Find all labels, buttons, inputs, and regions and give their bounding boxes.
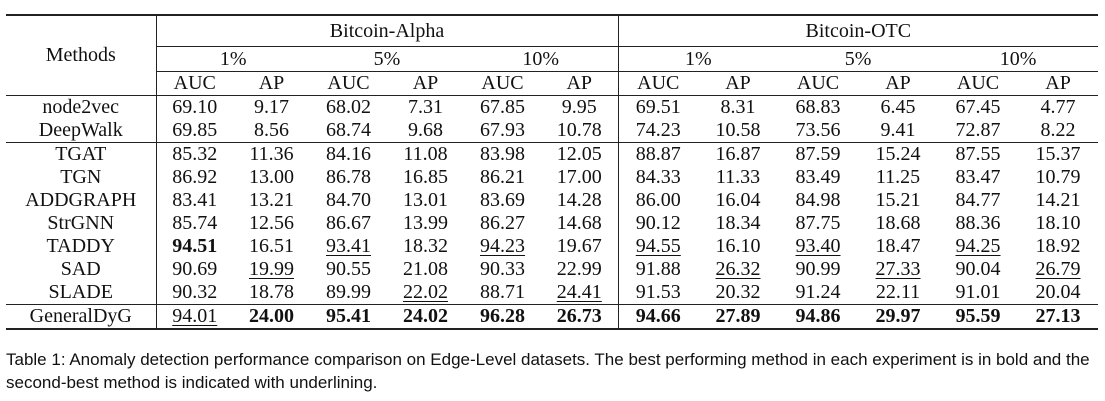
table-cell [1018, 189, 1098, 212]
cell-value: 18.92 [1035, 235, 1081, 257]
table-cell [858, 305, 938, 330]
percent-header: 5% [310, 47, 464, 72]
table-cell [858, 143, 938, 167]
cell-value: 88.36 [955, 212, 1001, 234]
table-row [6, 143, 1098, 167]
cell-value: 27.13 [1035, 305, 1081, 327]
method-name: DeepWalk [6, 119, 156, 143]
table-cell [1018, 258, 1098, 281]
table-cell [698, 212, 778, 235]
cell-value: 12.56 [249, 212, 294, 234]
table-cell [156, 305, 233, 330]
cell-value: 16.04 [715, 189, 761, 211]
table-cell [541, 189, 618, 212]
cell-value: 22.11 [875, 281, 921, 303]
table-cell [233, 305, 310, 330]
method-name: TADDY [6, 235, 156, 258]
table-cell [698, 143, 778, 167]
cell-value: 74.23 [635, 119, 681, 141]
table-cell [310, 143, 387, 167]
cell-value: 94.23 [480, 235, 525, 257]
results-table [6, 14, 1098, 330]
table-cell [858, 96, 938, 120]
cell-value: 90.55 [326, 258, 371, 280]
metric-header: AP [858, 72, 938, 96]
table-cell [310, 189, 387, 212]
cell-value: 16.10 [715, 235, 761, 257]
cell-value: 14.28 [556, 189, 602, 211]
table-cell [541, 258, 618, 281]
metric-header: AP [387, 72, 464, 96]
method-name: SLADE [6, 281, 156, 305]
metric-header: AP [541, 72, 618, 96]
table-cell [938, 258, 1018, 281]
table-cell [310, 212, 387, 235]
cell-value: 95.41 [326, 305, 371, 327]
cell-value: 87.55 [955, 143, 1001, 165]
cell-value: 86.21 [480, 166, 525, 188]
table-cell [233, 189, 310, 212]
table-cell [938, 189, 1018, 212]
table-row [6, 212, 1098, 235]
method-name: SAD [6, 258, 156, 281]
table-cell [387, 166, 464, 189]
table-row [6, 305, 1098, 330]
table-cell [541, 96, 618, 120]
table-cell [464, 212, 541, 235]
cell-value: 88.87 [635, 143, 681, 165]
cell-value: 86.67 [326, 212, 371, 234]
table-cell [156, 212, 233, 235]
method-name: TGN [6, 166, 156, 189]
table-cell [387, 119, 464, 143]
cell-value: 94.25 [955, 235, 1001, 257]
table-cell [233, 281, 310, 305]
cell-value: 90.99 [795, 258, 841, 280]
cell-value: 27.89 [715, 305, 761, 327]
cell-value: 27.33 [875, 258, 921, 280]
cell-value: 87.75 [795, 212, 841, 234]
table-cell [1018, 235, 1098, 258]
cell-value: 89.99 [326, 281, 371, 303]
table-cell [778, 305, 858, 330]
cell-value: 14.21 [1035, 189, 1081, 211]
cell-value: 67.93 [480, 119, 525, 141]
table-row [6, 166, 1098, 189]
table-cell [464, 96, 541, 120]
cell-value: 10.78 [556, 119, 602, 141]
table-cell [858, 119, 938, 143]
cell-value: 83.98 [480, 143, 525, 165]
cell-value: 84.77 [955, 189, 1001, 211]
table-cell [464, 119, 541, 143]
table-cell [778, 281, 858, 305]
cell-value: 88.71 [480, 281, 525, 303]
table-cell [233, 143, 310, 167]
table-cell [310, 305, 387, 330]
table-cell [156, 96, 233, 120]
method-name: node2vec [6, 96, 156, 120]
cell-value: 83.49 [795, 166, 841, 188]
cell-value: 85.74 [172, 212, 218, 234]
table-cell [698, 119, 778, 143]
table-cell [618, 143, 698, 167]
table-header [6, 15, 1098, 96]
table-cell [858, 166, 938, 189]
cell-value: 18.78 [249, 281, 294, 303]
cell-value: 67.85 [480, 96, 525, 118]
table-cell [858, 235, 938, 258]
cell-value: 96.28 [480, 305, 525, 327]
table-cell [938, 212, 1018, 235]
table-cell [778, 166, 858, 189]
cell-value: 84.16 [326, 143, 371, 165]
cell-value: 20.32 [715, 281, 761, 303]
cell-value: 7.31 [408, 96, 443, 118]
table-cell [698, 235, 778, 258]
cell-value: 21.08 [403, 258, 448, 280]
cell-value: 19.67 [556, 235, 602, 257]
cell-value: 13.99 [403, 212, 448, 234]
dataset-header-bitcoin-otc: Bitcoin-OTC [618, 15, 1098, 47]
table-cell [938, 235, 1018, 258]
cell-value: 90.33 [480, 258, 525, 280]
table-cell [858, 212, 938, 235]
table-cell [464, 235, 541, 258]
table-cell [938, 281, 1018, 305]
table-cell [310, 119, 387, 143]
cell-value: 68.83 [795, 96, 841, 118]
cell-value: 9.68 [408, 119, 443, 141]
cell-value: 68.02 [326, 96, 371, 118]
metric-header: AUC [778, 72, 858, 96]
cell-value: 22.02 [403, 281, 448, 303]
cell-value: 13.21 [249, 189, 294, 211]
table-cell [938, 96, 1018, 120]
table-cell [1018, 143, 1098, 167]
cell-value: 26.73 [556, 305, 602, 327]
table-cell [618, 305, 698, 330]
cell-value: 90.69 [172, 258, 218, 280]
cell-value: 13.00 [249, 166, 294, 188]
table-cell [618, 212, 698, 235]
table-cell [464, 166, 541, 189]
table-cell [618, 189, 698, 212]
cell-value: 26.79 [1035, 258, 1081, 280]
table-cell [618, 96, 698, 120]
cell-value: 86.78 [326, 166, 371, 188]
table-cell [387, 212, 464, 235]
table-cell [541, 235, 618, 258]
table-cell [541, 305, 618, 330]
cell-value: 17.00 [556, 166, 602, 188]
method-name: GeneralDyG [6, 305, 156, 330]
table-cell [618, 166, 698, 189]
table-cell [698, 281, 778, 305]
table-cell [1018, 305, 1098, 330]
table-cell [387, 96, 464, 120]
table-row [6, 96, 1098, 120]
cell-value: 69.10 [172, 96, 218, 118]
table-cell [387, 189, 464, 212]
cell-value: 86.00 [635, 189, 681, 211]
cell-value: 8.56 [254, 119, 289, 141]
method-name: ADDGRAPH [6, 189, 156, 212]
metric-header: AP [233, 72, 310, 96]
cell-value: 91.24 [795, 281, 841, 303]
cell-value: 83.41 [172, 189, 218, 211]
cell-value: 18.68 [875, 212, 921, 234]
table-cell [541, 212, 618, 235]
table-cell [698, 305, 778, 330]
cell-value: 11.36 [249, 143, 294, 165]
cell-value: 11.33 [715, 166, 761, 188]
cell-value: 11.25 [875, 166, 921, 188]
cell-value: 11.08 [403, 143, 448, 165]
cell-value: 93.40 [795, 235, 841, 257]
cell-value: 18.10 [1035, 212, 1081, 234]
table-cell [858, 258, 938, 281]
cell-value: 90.32 [172, 281, 218, 303]
cell-value: 8.22 [1040, 119, 1076, 141]
cell-value: 8.31 [720, 96, 756, 118]
table-row [6, 281, 1098, 305]
table-cell [233, 235, 310, 258]
cell-value: 26.32 [715, 258, 761, 280]
table-cell [233, 258, 310, 281]
table-cell [310, 258, 387, 281]
cell-value: 6.45 [880, 96, 916, 118]
cell-value: 24.00 [249, 305, 294, 327]
method-name: StrGNN [6, 212, 156, 235]
cell-value: 14.68 [556, 212, 602, 234]
table-cell [938, 119, 1018, 143]
table-cell [387, 281, 464, 305]
table-cell [156, 258, 233, 281]
table-cell [464, 258, 541, 281]
cell-value: 84.33 [635, 166, 681, 188]
table-cell [938, 305, 1018, 330]
metric-header: AUC [156, 72, 233, 96]
cell-value: 72.87 [955, 119, 1001, 141]
table-cell [156, 189, 233, 212]
table-cell [1018, 281, 1098, 305]
metric-header: AUC [618, 72, 698, 96]
table-cell [618, 281, 698, 305]
cell-value: 69.51 [635, 96, 681, 118]
cell-value: 18.32 [403, 235, 448, 257]
table-cell [1018, 212, 1098, 235]
table-cell [778, 189, 858, 212]
cell-value: 85.32 [172, 143, 218, 165]
percent-header: 1% [156, 47, 310, 72]
cell-value: 93.41 [326, 235, 371, 257]
cell-value: 69.85 [172, 119, 218, 141]
table-cell [387, 258, 464, 281]
table-cell [778, 96, 858, 120]
table-cell [310, 235, 387, 258]
metric-header: AP [1018, 72, 1098, 96]
table-cell [387, 143, 464, 167]
table-cell [778, 235, 858, 258]
cell-value: 9.41 [880, 119, 916, 141]
metric-header: AUC [310, 72, 387, 96]
table-cell [541, 166, 618, 189]
cell-value: 16.85 [403, 166, 448, 188]
cell-value: 15.21 [875, 189, 921, 211]
table-cell [1018, 166, 1098, 189]
cell-value: 86.92 [172, 166, 218, 188]
table-cell [541, 281, 618, 305]
table-cell [464, 189, 541, 212]
table-cell [938, 166, 1018, 189]
table-cell [310, 281, 387, 305]
cell-value: 10.79 [1035, 166, 1081, 188]
table-cell [156, 166, 233, 189]
table-cell [156, 235, 233, 258]
table-cell [156, 281, 233, 305]
cell-value: 20.04 [1035, 281, 1081, 303]
cell-value: 91.01 [955, 281, 1001, 303]
cell-value: 22.99 [556, 258, 602, 280]
cell-value: 16.51 [249, 235, 294, 257]
cell-value: 10.58 [715, 119, 761, 141]
table-cell [618, 258, 698, 281]
dataset-header-bitcoin-alpha: Bitcoin-Alpha [156, 15, 618, 47]
cell-value: 9.17 [254, 96, 289, 118]
cell-value: 12.05 [556, 143, 602, 165]
cell-value: 94.86 [795, 305, 841, 327]
cell-value: 24.41 [556, 281, 602, 303]
cell-value: 68.74 [326, 119, 371, 141]
cell-value: 91.88 [635, 258, 681, 280]
cell-value: 9.95 [561, 96, 597, 118]
cell-value: 91.53 [635, 281, 681, 303]
table-row [6, 235, 1098, 258]
percent-header: 10% [464, 47, 618, 72]
cell-value: 19.99 [249, 258, 294, 280]
methods-header: Methods [6, 15, 156, 96]
cell-value: 24.02 [403, 305, 448, 327]
metric-header: AUC [464, 72, 541, 96]
table-cell [938, 143, 1018, 167]
table-cell [233, 212, 310, 235]
cell-value: 18.47 [875, 235, 921, 257]
cell-value: 73.56 [795, 119, 841, 141]
table-caption: Table 1: Anomaly detection performance comparison on Edge-Level datasets. The best performing method in each experiment is in bold and the second-best method is indicated with underlining. [6, 350, 1090, 392]
table-cell [387, 235, 464, 258]
table-cell [778, 258, 858, 281]
cell-value: 15.37 [1035, 143, 1081, 165]
table-cell [464, 281, 541, 305]
table-cell [233, 96, 310, 120]
table-cell [541, 143, 618, 167]
table-row [6, 119, 1098, 143]
table-cell [233, 119, 310, 143]
metric-header: AP [698, 72, 778, 96]
table-cell [858, 281, 938, 305]
cell-value: 4.77 [1040, 96, 1076, 118]
table-cell [464, 143, 541, 167]
table-cell [778, 119, 858, 143]
table-cell [618, 119, 698, 143]
table-cell [698, 258, 778, 281]
table-cell [1018, 119, 1098, 143]
cell-value: 29.97 [875, 305, 921, 327]
table-cell [698, 189, 778, 212]
percent-header: 1% [618, 47, 778, 72]
table-cell [698, 96, 778, 120]
cell-value: 84.70 [326, 189, 371, 211]
metric-header: AUC [938, 72, 1018, 96]
cell-value: 83.47 [955, 166, 1001, 188]
table-body [6, 96, 1098, 330]
table-cell [156, 119, 233, 143]
percent-header: 10% [938, 47, 1098, 72]
cell-value: 18.34 [715, 212, 761, 234]
cell-value: 90.04 [955, 258, 1001, 280]
cell-value: 94.66 [635, 305, 681, 327]
table-cell [310, 166, 387, 189]
cell-value: 95.59 [955, 305, 1001, 327]
table-row [6, 258, 1098, 281]
cell-value: 87.59 [795, 143, 841, 165]
percent-header: 5% [778, 47, 938, 72]
cell-value: 94.55 [635, 235, 681, 257]
table-cell [778, 143, 858, 167]
cell-value: 90.12 [635, 212, 681, 234]
cell-value: 83.69 [480, 189, 525, 211]
cell-value: 94.51 [172, 235, 218, 257]
table-cell [858, 189, 938, 212]
table-cell [541, 119, 618, 143]
table-cell [464, 305, 541, 330]
table-cell [387, 305, 464, 330]
cell-value: 86.27 [480, 212, 525, 234]
table-cell [778, 212, 858, 235]
table-cell [156, 143, 233, 167]
table-cell [698, 166, 778, 189]
method-name: TGAT [6, 143, 156, 167]
table-cell [233, 166, 310, 189]
cell-value: 94.01 [172, 305, 218, 327]
table-cell [618, 235, 698, 258]
cell-value: 67.45 [955, 96, 1001, 118]
cell-value: 84.98 [795, 189, 841, 211]
cell-value: 15.24 [875, 143, 921, 165]
table-row [6, 189, 1098, 212]
table-cell [1018, 96, 1098, 120]
table-cell [310, 96, 387, 120]
cell-value: 13.01 [403, 189, 448, 211]
cell-value: 16.87 [715, 143, 761, 165]
